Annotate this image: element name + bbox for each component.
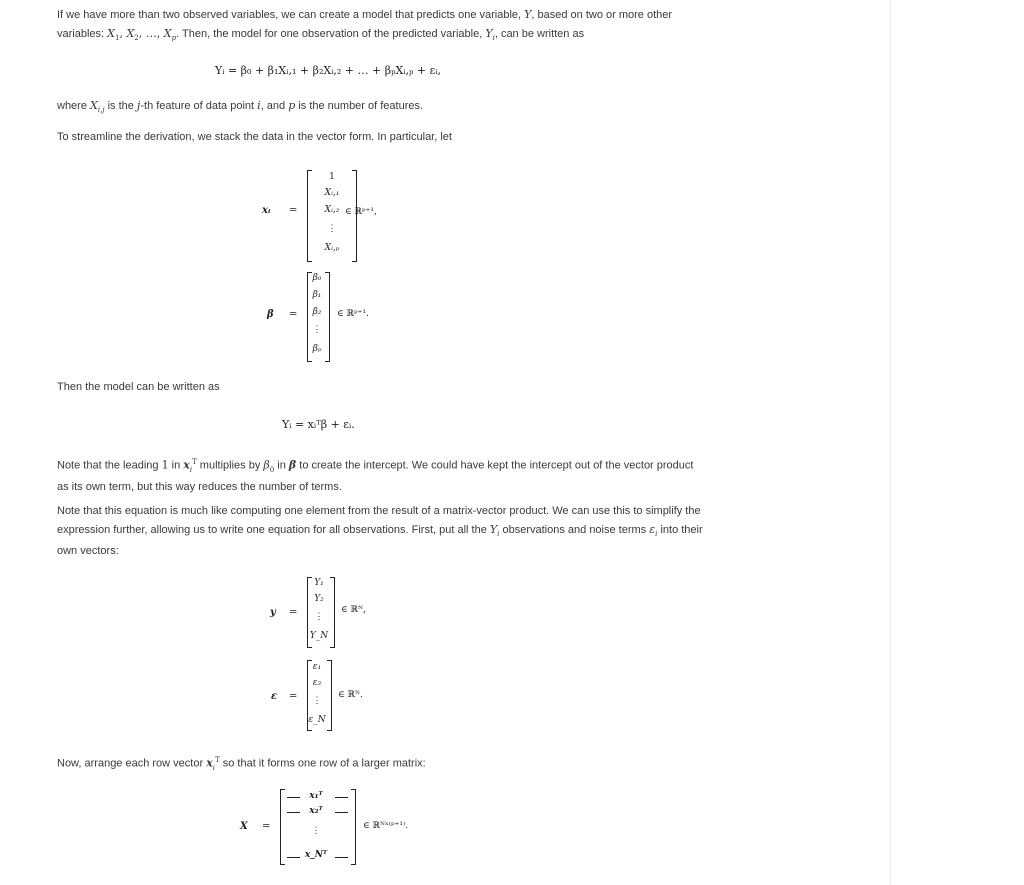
model-vector-equation: Yᵢ = xᵢᵀβ + εᵢ.	[282, 418, 355, 431]
paragraph-matrix-note: Note that this equation is much like computing one element from the result of a matrix-vector product. We can use this to simplify the expression further, allowing us to write one equation for all observations. First, put all the $Y_i$ observations and noise terms $\varepsilon_i$ into their own vectors:	[57, 505, 703, 558]
model-equation: Yᵢ = β₀ + β₁Xᵢ,₁ + β₂Xᵢ,₂ + … + βₚXᵢ,ₚ + εᵢ,	[215, 64, 442, 77]
paragraph-intercept-note: Note that the leading 1 in $x_i^T$ multiplies by $\beta_0$ in β to create the intercept. We could have kept the intercept out of the vector product as its own term, but this way reduces the number of terms.	[57, 458, 694, 494]
paragraph-intro: If we have more than two observed variables, we can create a model that predicts one variable, Y, based on two or more other variables: $X_1$, $X_2$, …, $X_p$. Then, the model for one observation of the predicted variable, $Y_i$, can be written as	[57, 8, 673, 42]
paragraph-arrange: Now, arrange each row vector $x_i^T$ so that it forms one row of a larger matrix:	[57, 756, 426, 772]
content-divider	[890, 0, 891, 885]
paragraph-streamline: To streamline the derivation, we stack the data in the vector form. In particular, let	[57, 131, 452, 143]
paragraph-then: Then the model can be written as	[57, 381, 220, 393]
paragraph-where: where $X_{i,j}$ is the j-th feature of data point i, and p is the number of features.	[57, 99, 424, 115]
